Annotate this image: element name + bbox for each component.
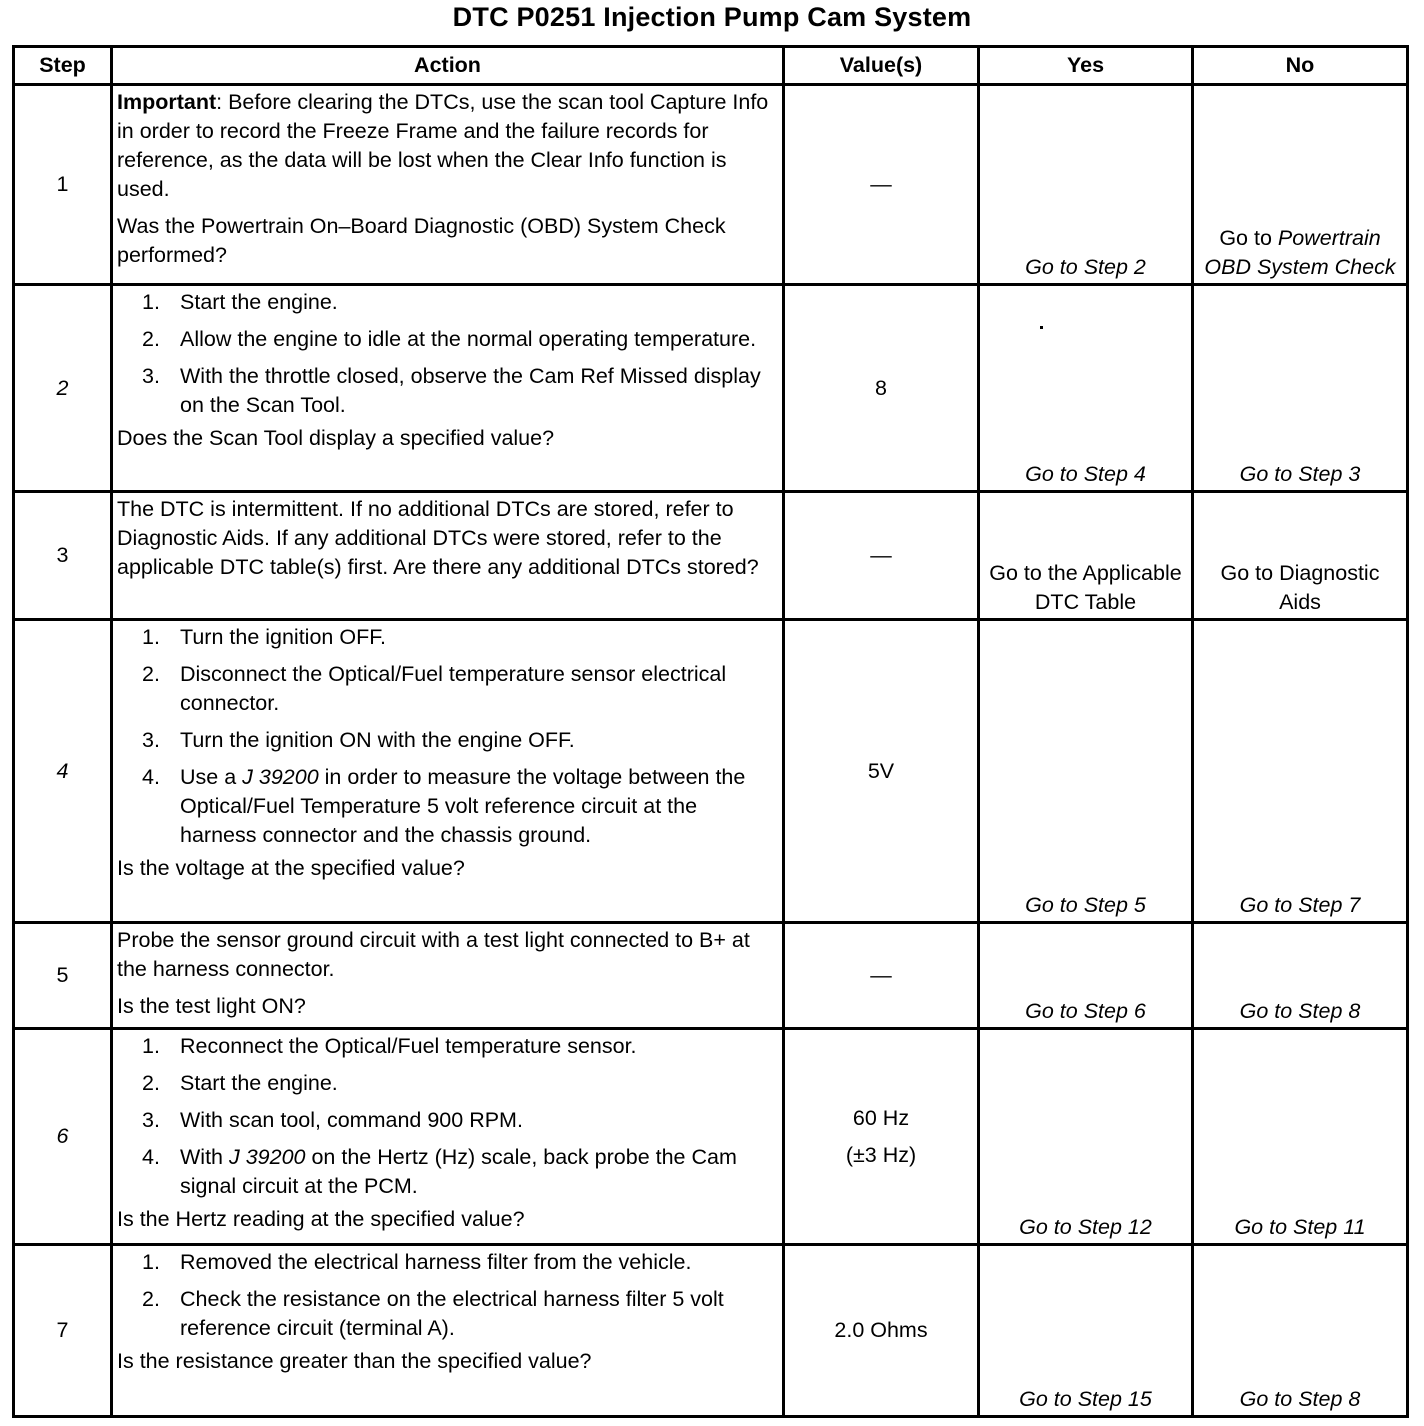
value-cell: 5V: [784, 620, 979, 923]
no-cell: Go to Step 11: [1193, 1029, 1408, 1245]
action-question: Is the test light ON?: [117, 994, 306, 1018]
list-item: 1. Turn the ignition OFF.: [142, 625, 386, 649]
speck-mark: [1040, 326, 1043, 329]
no-cell: [1193, 85, 1408, 285]
list-item: 2. Check the resistance on the electrical harness filter 5 volt reference circuit (terminal A).: [142, 1287, 724, 1340]
action-question: Is the resistance greater than the specified value?: [117, 1349, 592, 1373]
table-row: [14, 285, 1408, 492]
action-steps: [117, 288, 776, 420]
list-item: 2. Disconnect the Optical/Fuel temperature sensor electrical connector.: [142, 662, 727, 715]
step-number: 2: [14, 285, 112, 492]
list-item: 2. Allow the engine to idle at the normal operating temperature.: [142, 327, 757, 351]
header-yes: Yes: [979, 47, 1193, 85]
no-cell: Go to Diagnostic Aids: [1193, 492, 1408, 620]
action-cell: [112, 285, 784, 492]
no-cell: Go to Step 8: [1193, 923, 1408, 1029]
list-item: 3. Turn the ignition ON with the engine OFF.: [142, 728, 575, 752]
yes-cell: Go to the Applicable DTC Table: [979, 492, 1193, 620]
table-row: [14, 492, 1408, 620]
yes-cell: Go to Step 5: [979, 620, 1193, 923]
action-steps: [117, 1248, 776, 1343]
header-action: Action: [112, 47, 784, 85]
no-prefix: Go to: [1219, 226, 1272, 250]
action-steps: [117, 1032, 776, 1201]
table-row: [14, 85, 1408, 285]
table-row: [14, 1029, 1408, 1245]
header-step: Step: [14, 47, 112, 85]
list-item: 4. Use a J 39200 in order to measure the voltage between the Optical/Fuel Temperature 5 volt reference circuit at the harness connector and the chassis ground.: [142, 765, 746, 847]
list-item: 3. With the throttle closed, observe the Cam Ref Missed display on the Scan Tool.: [142, 364, 761, 417]
table-row: [14, 620, 1408, 923]
no-italic: Powertrain OBD System Check: [1204, 226, 1396, 279]
action-cell: [112, 1245, 784, 1417]
action-cell: [112, 85, 784, 285]
table-row: [14, 1245, 1408, 1417]
list-item: 1. Start the engine.: [142, 290, 338, 314]
value-line: 60 Hz: [852, 1105, 910, 1130]
diagnostic-table: [12, 45, 1409, 1418]
yes-cell: Go to Step 15: [979, 1245, 1193, 1417]
important-text: : Before clearing the DTCs, use the scan tool Capture Info in order to record the Freeze Frame and the failure records for reference, as the data will be lost when the Clear Info function is used.: [117, 90, 769, 201]
yes-cell: Go to Step 4: [979, 285, 1193, 492]
action-question: Is the Hertz reading at the specified value?: [117, 1207, 525, 1231]
table-row: [14, 923, 1408, 1029]
value-line: (±3 Hz): [845, 1142, 917, 1167]
yes-cell: Go to Step 12: [979, 1029, 1193, 1245]
list-item: 2. Start the engine.: [142, 1071, 338, 1095]
action-steps: [117, 623, 776, 850]
page-title: DTC P0251 Injection Pump Cam System: [452, 2, 972, 32]
action-question: Does the Scan Tool display a specified value?: [117, 426, 555, 450]
action-cell: [112, 620, 784, 923]
yes-cell: Go to Step 2: [979, 85, 1193, 285]
action-text: Probe the sensor ground circuit with a test light connected to B+ at the harness connector.: [117, 928, 750, 981]
header-values: Value(s): [784, 47, 979, 85]
value-cell: —: [784, 85, 979, 285]
important-label: Important: [117, 90, 217, 114]
step-number: 7: [14, 1245, 112, 1417]
value-cell: 8: [784, 285, 979, 492]
value-cell: —: [784, 492, 979, 620]
list-item: 1. Removed the electrical harness filter from the vehicle.: [142, 1250, 692, 1274]
step-number: 1: [14, 85, 112, 285]
value-cell: 2.0 Ohms: [784, 1245, 979, 1417]
action-question: Was the Powertrain On–Board Diagnostic (OBD) System Check performed?: [117, 214, 726, 267]
no-cell: Go to Step 3: [1193, 285, 1408, 492]
list-item: 3. With scan tool, command 900 RPM.: [142, 1108, 523, 1132]
header-row: [14, 47, 1408, 85]
step-number: 5: [14, 923, 112, 1029]
action-question: Is the voltage at the specified value?: [117, 856, 465, 880]
action-cell: [112, 1029, 784, 1245]
action-cell: The DTC is intermittent. If no additional DTCs are stored, refer to Diagnostic Aids. If any additional DTCs were stored, refer to the applicable DTC table(s) first. Are there any additional DTCs stored?: [112, 492, 784, 620]
no-cell: Go to Step 8: [1193, 1245, 1408, 1417]
value-cell: [784, 1029, 979, 1245]
action-cell: [112, 923, 784, 1029]
list-item: 4. With J 39200 on the Hertz (Hz) scale, back probe the Cam signal circuit at the PCM.: [142, 1145, 737, 1198]
value-cell: —: [784, 923, 979, 1029]
header-no: No: [1193, 47, 1408, 85]
step-number: 3: [14, 492, 112, 620]
step-number: 4: [14, 620, 112, 923]
list-item: 1. Reconnect the Optical/Fuel temperature sensor.: [142, 1034, 637, 1058]
step-number: 6: [14, 1029, 112, 1245]
yes-cell: Go to Step 6: [979, 923, 1193, 1029]
no-cell: Go to Step 7: [1193, 620, 1408, 923]
